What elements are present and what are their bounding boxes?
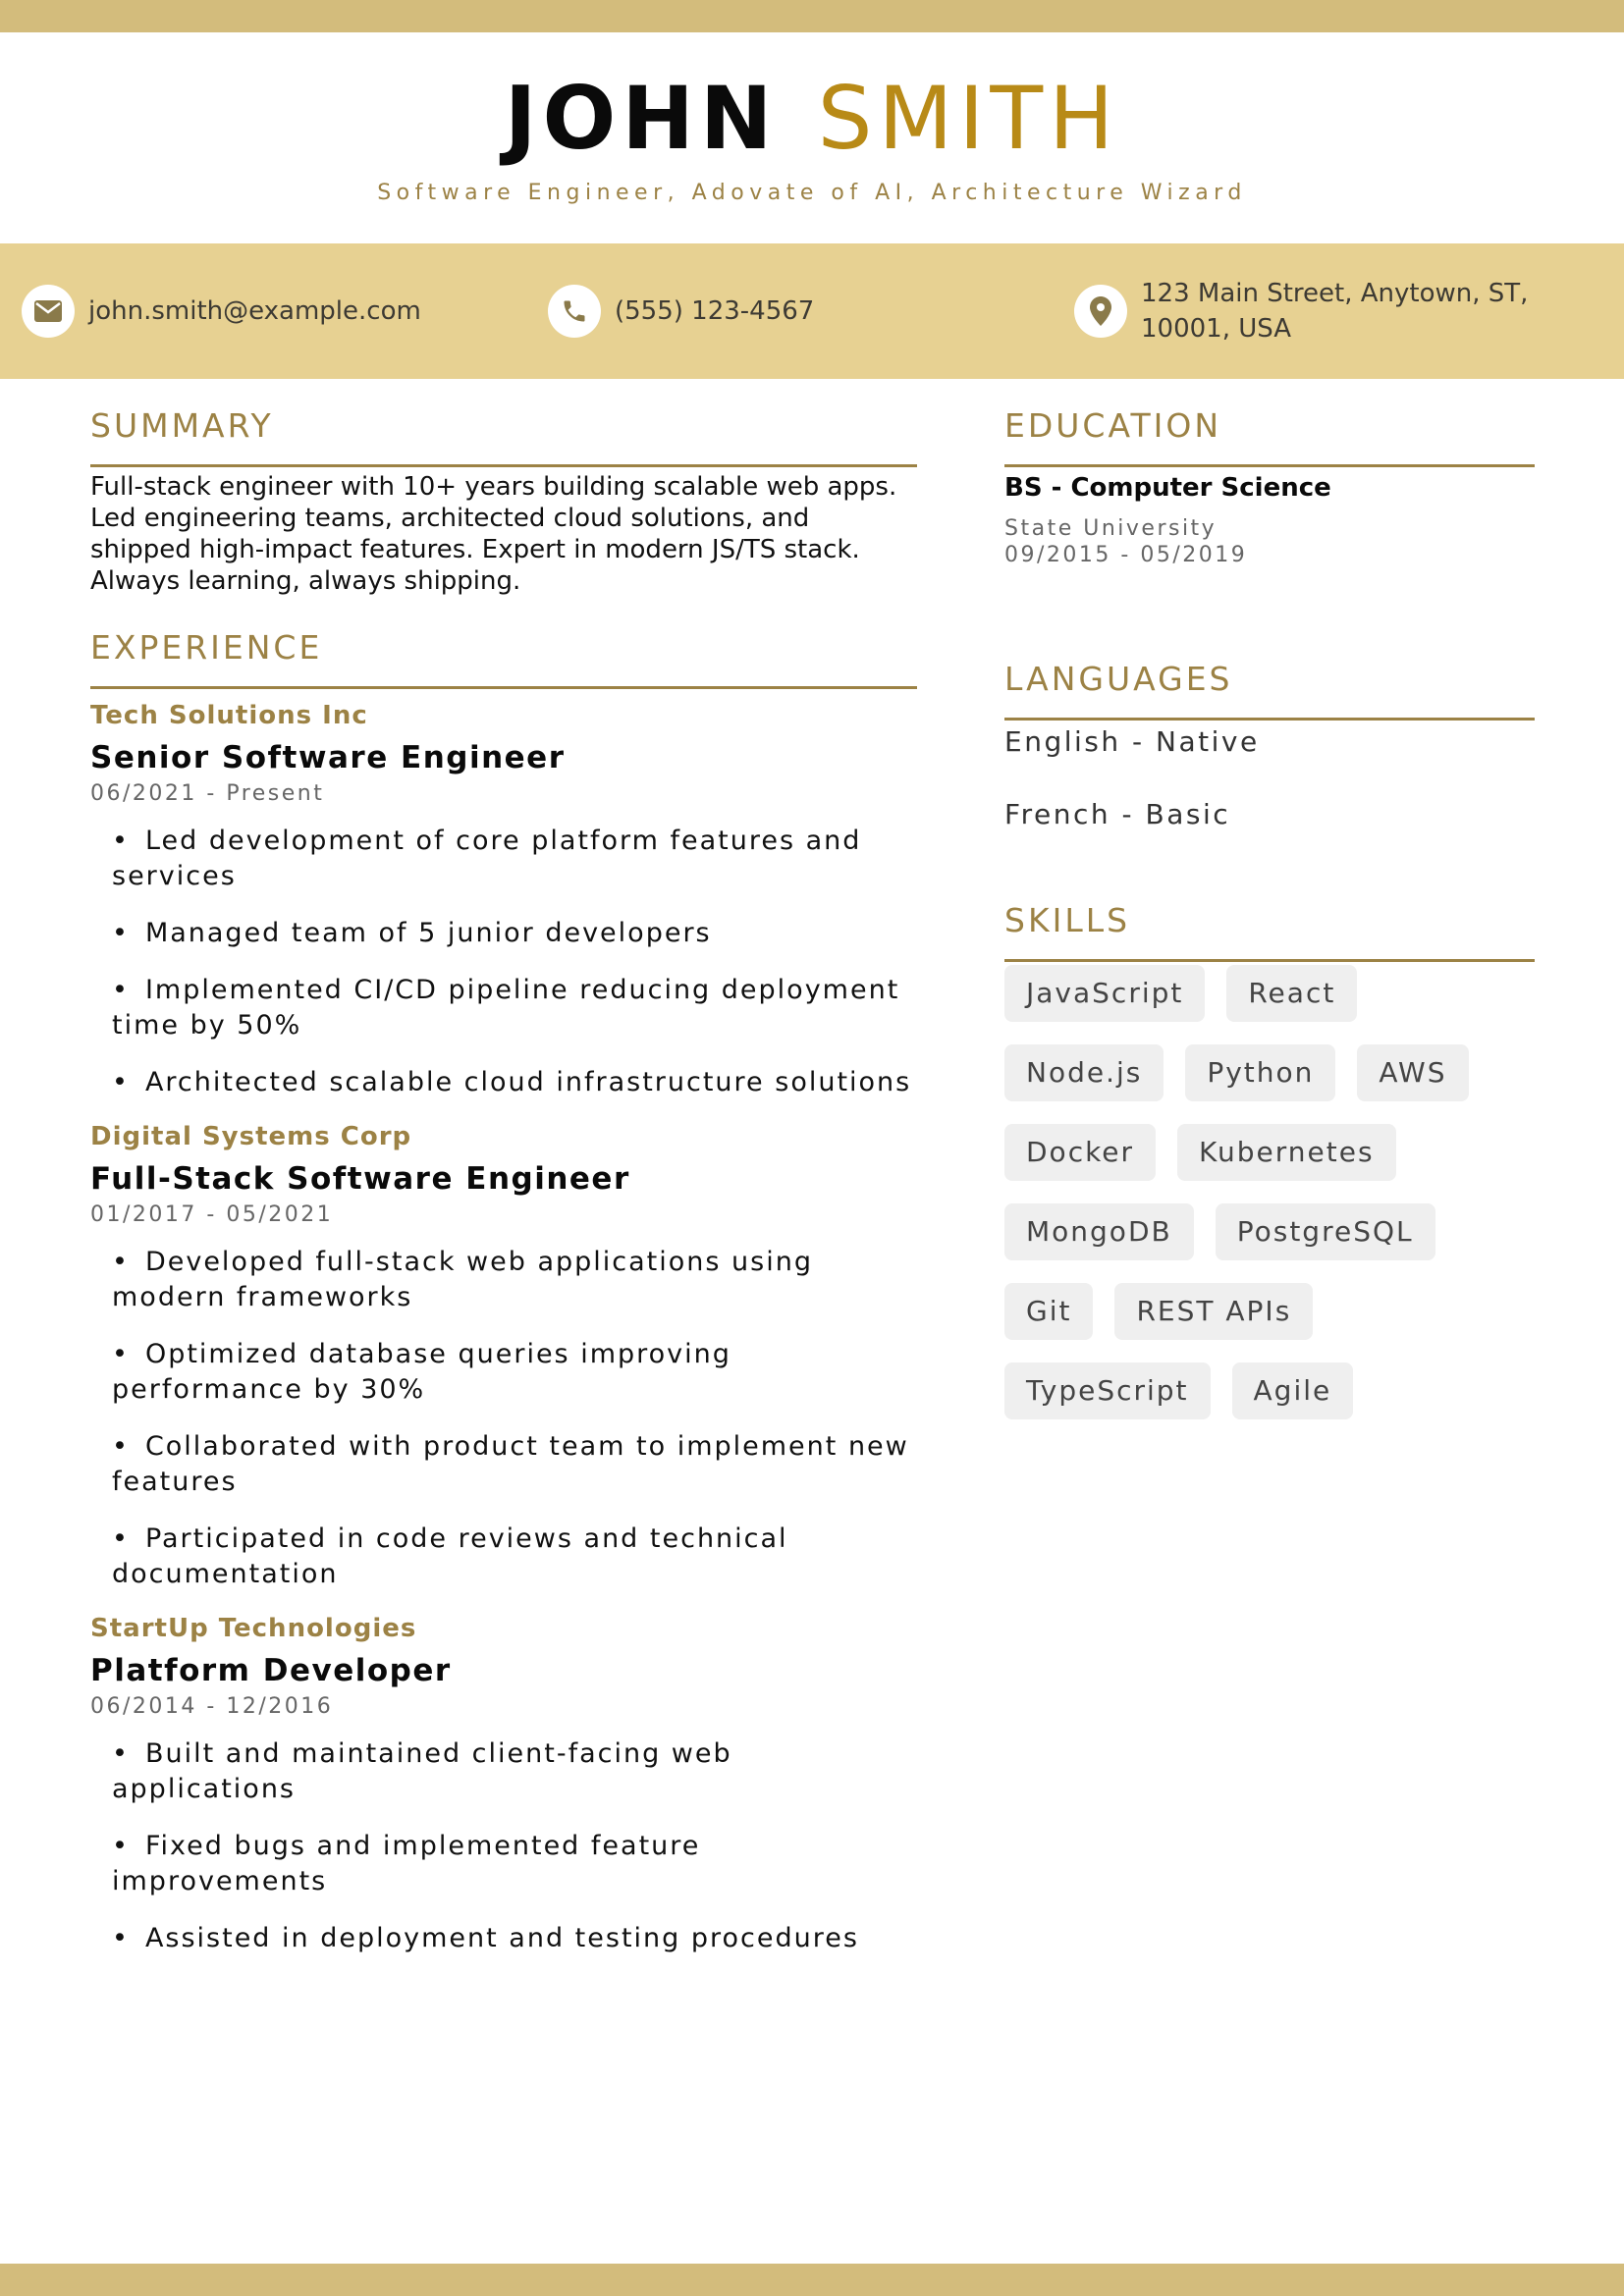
contact-phone[interactable] xyxy=(548,243,814,379)
language-item: English - Native xyxy=(1004,725,1260,758)
job-bullet: • Developed full-stack web applications using modern frameworks xyxy=(90,1245,917,1315)
job-dates: 01/2017 - 05/2021 xyxy=(90,1202,334,1227)
job-dates: 06/2014 - 12/2016 xyxy=(90,1694,334,1719)
email-text: john.smith@example.com xyxy=(88,296,421,326)
job-company: StartUp Technologies xyxy=(90,1614,417,1643)
full-name xyxy=(0,68,1624,169)
job-role: Platform Developer xyxy=(90,1653,452,1688)
skill-tag: REST APIs xyxy=(1114,1283,1313,1340)
skills-list xyxy=(1004,965,1535,1442)
skill-tag: AWS xyxy=(1357,1044,1468,1101)
phone-text: (555) 123-4567 xyxy=(615,296,815,326)
language-item: French - Basic xyxy=(1004,798,1231,830)
phone-icon xyxy=(548,285,601,338)
job-role: Senior Software Engineer xyxy=(90,740,566,775)
contact-email[interactable] xyxy=(22,243,421,379)
skill-tag: Agile xyxy=(1232,1362,1354,1419)
job-bullets xyxy=(90,1245,917,1592)
summary-heading: SUMMARY xyxy=(90,379,917,467)
job-entry xyxy=(90,1122,917,1592)
job-bullet: • Implemented CI/CD pipeline reducing deployment time by 50% xyxy=(90,973,917,1043)
skill-tag: React xyxy=(1226,965,1357,1022)
job-entry xyxy=(90,701,917,1100)
bottom-accent-bar xyxy=(0,2264,1624,2296)
job-dates: 06/2021 - Present xyxy=(90,781,325,806)
experience-heading: EXPERIENCE xyxy=(90,601,917,689)
job-bullets xyxy=(90,1736,917,1956)
job-bullet: • Led development of core platform features and services xyxy=(90,824,917,894)
job-bullets xyxy=(90,824,917,1100)
education-heading: EDUCATION xyxy=(1004,379,1535,467)
languages-heading: LANGUAGES xyxy=(1004,632,1535,721)
skill-tag: Docker xyxy=(1004,1124,1156,1181)
skill-tag: PostgreSQL xyxy=(1216,1203,1435,1260)
education-degree: BS - Computer Science xyxy=(1004,473,1331,503)
job-bullet: • Architected scalable cloud infrastructure solutions xyxy=(90,1065,917,1100)
job-bullet: • Collaborated with product team to implement new features xyxy=(90,1429,917,1500)
job-bullet: • Fixed bugs and implemented feature improvements xyxy=(90,1829,917,1899)
skill-tag: MongoDB xyxy=(1004,1203,1194,1260)
top-accent-bar xyxy=(0,0,1624,32)
resume-header xyxy=(0,32,1624,243)
job-company: Digital Systems Corp xyxy=(90,1122,412,1151)
contact-band xyxy=(0,243,1624,379)
left-column xyxy=(90,379,917,1978)
skill-tag: TypeScript xyxy=(1004,1362,1211,1419)
address-text: 123 Main Street, Anytown, ST, 10001, USA xyxy=(1141,279,1529,344)
education-dates: 09/2015 - 05/2019 xyxy=(1004,543,1248,567)
job-bullet: • Participated in code reviews and technical documentation xyxy=(90,1522,917,1592)
skill-tag: Kubernetes xyxy=(1177,1124,1396,1181)
skill-tag: Git xyxy=(1004,1283,1093,1340)
contact-address[interactable] xyxy=(1074,243,1609,379)
skills-heading: SKILLS xyxy=(1004,874,1535,962)
skill-tag: Python xyxy=(1185,1044,1335,1101)
first-name: JOHN xyxy=(504,68,779,169)
last-name: SMITH xyxy=(817,68,1120,169)
right-column xyxy=(1004,379,1535,1442)
job-company: Tech Solutions Inc xyxy=(90,701,368,730)
skill-tag: JavaScript xyxy=(1004,965,1205,1022)
job-entry xyxy=(90,1614,917,1956)
tagline: Software Engineer, Adovate of AI, Architecture Wizard xyxy=(377,181,1247,205)
skill-tag: Node.js xyxy=(1004,1044,1164,1101)
location-pin-icon xyxy=(1074,285,1127,338)
job-role: Full-Stack Software Engineer xyxy=(90,1161,630,1197)
summary-text: Full-stack engineer with 10+ years building scalable web apps. Led engineering teams, architected cloud solutions, and shipped high-impact features. Expert in modern JS/TS stack. Always learning, always shipping. xyxy=(90,472,897,596)
job-bullet: • Optimized database queries improving performance by 30% xyxy=(90,1337,917,1408)
job-bullet: • Managed team of 5 junior developers xyxy=(90,916,917,951)
education-school: State University xyxy=(1004,516,1218,541)
job-bullet: • Assisted in deployment and testing procedures xyxy=(90,1921,917,1956)
mail-icon xyxy=(22,285,75,338)
job-bullet: • Built and maintained client-facing web applications xyxy=(90,1736,917,1807)
